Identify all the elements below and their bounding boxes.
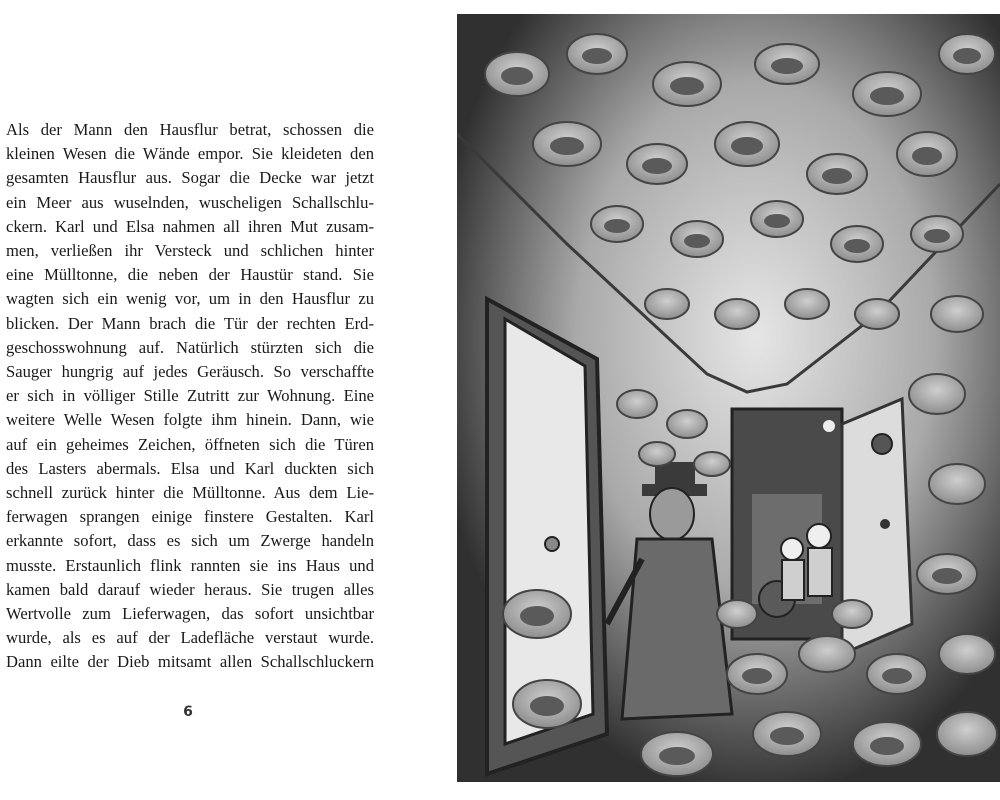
text-line: men, verließen ihr Versteck und schlichen hinter <box>6 241 374 261</box>
body-text <box>6 118 374 675</box>
text-line: er sich in völliger Stille Zutritt zur Wohnung. Eine <box>6 386 374 406</box>
text-line: des Lasters abermals. Elsa und Karl duckten sich <box>6 458 374 478</box>
text-line: kleinen Wesen die Wände empor. Sie kleideten den <box>6 144 374 164</box>
text-line: schnell zurück hinter die Mülltonne. Aus dem Lie- <box>6 483 374 503</box>
child-karl-body <box>808 548 832 596</box>
door-window <box>872 434 892 454</box>
child-elsa-body <box>782 560 804 600</box>
door-knob <box>880 519 890 529</box>
text-line: eine Mülltonne, die neben der Haustür stand. Sie <box>6 265 374 285</box>
text-line: gesamten Hausflur aus. Sogar die Decke war jetzt <box>6 168 374 188</box>
text-line: blicken. Der Mann brach die Tür der rechten Erd- <box>6 313 374 333</box>
hallway-illustration <box>457 14 1000 782</box>
illustration-svg <box>457 14 1000 782</box>
text-line: ferwagen sprangen einige finstere Gestalten. Karl <box>6 507 374 527</box>
text-line: auf ein geheimes Zeichen, öffneten sich die Türen <box>6 434 374 454</box>
moon <box>823 420 835 432</box>
text-line: weitere Welle Wesen folgte ihm hinein. Dann, wie <box>6 410 374 430</box>
text-line: wurde, als es auf der Ladefläche verstaut wurde. <box>6 628 374 648</box>
text-line: ckern. Karl und Elsa nahmen all ihren Mut zusam- <box>6 216 374 236</box>
text-line: ein Meer aus wuselnden, wuscheligen Schallschlu- <box>6 192 374 212</box>
text-line: Wertvolle zum Lieferwagen, das sofort unsichtbar <box>6 604 374 624</box>
page-number: 6 <box>183 704 193 720</box>
thief-head <box>650 488 694 540</box>
text-line: musste. Erstaunlich flink rannten sie ins Haus und <box>6 555 374 575</box>
text-line: wagten sich ein wenig vor, um in den Hausflur zu <box>6 289 374 309</box>
child-karl <box>807 524 831 548</box>
text-line: Als der Mann den Hausflur betrat, schossen die <box>6 120 374 139</box>
text-line: Dann eilte der Dieb mitsamt allen Schallschluckern <box>6 652 374 672</box>
front-door-knob <box>545 537 559 551</box>
text-line: Sauger hungrig auf jedes Geräusch. So verschaffte <box>6 362 374 382</box>
text-line: erkannte sofort, dass es sich um Zwerge handeln <box>6 531 374 551</box>
child-elsa <box>781 538 803 560</box>
text-line: geschosswohnung auf. Natürlich stürzten sich die <box>6 337 374 357</box>
text-line: kamen bald darauf wieder heraus. Sie trugen alles <box>6 579 374 599</box>
